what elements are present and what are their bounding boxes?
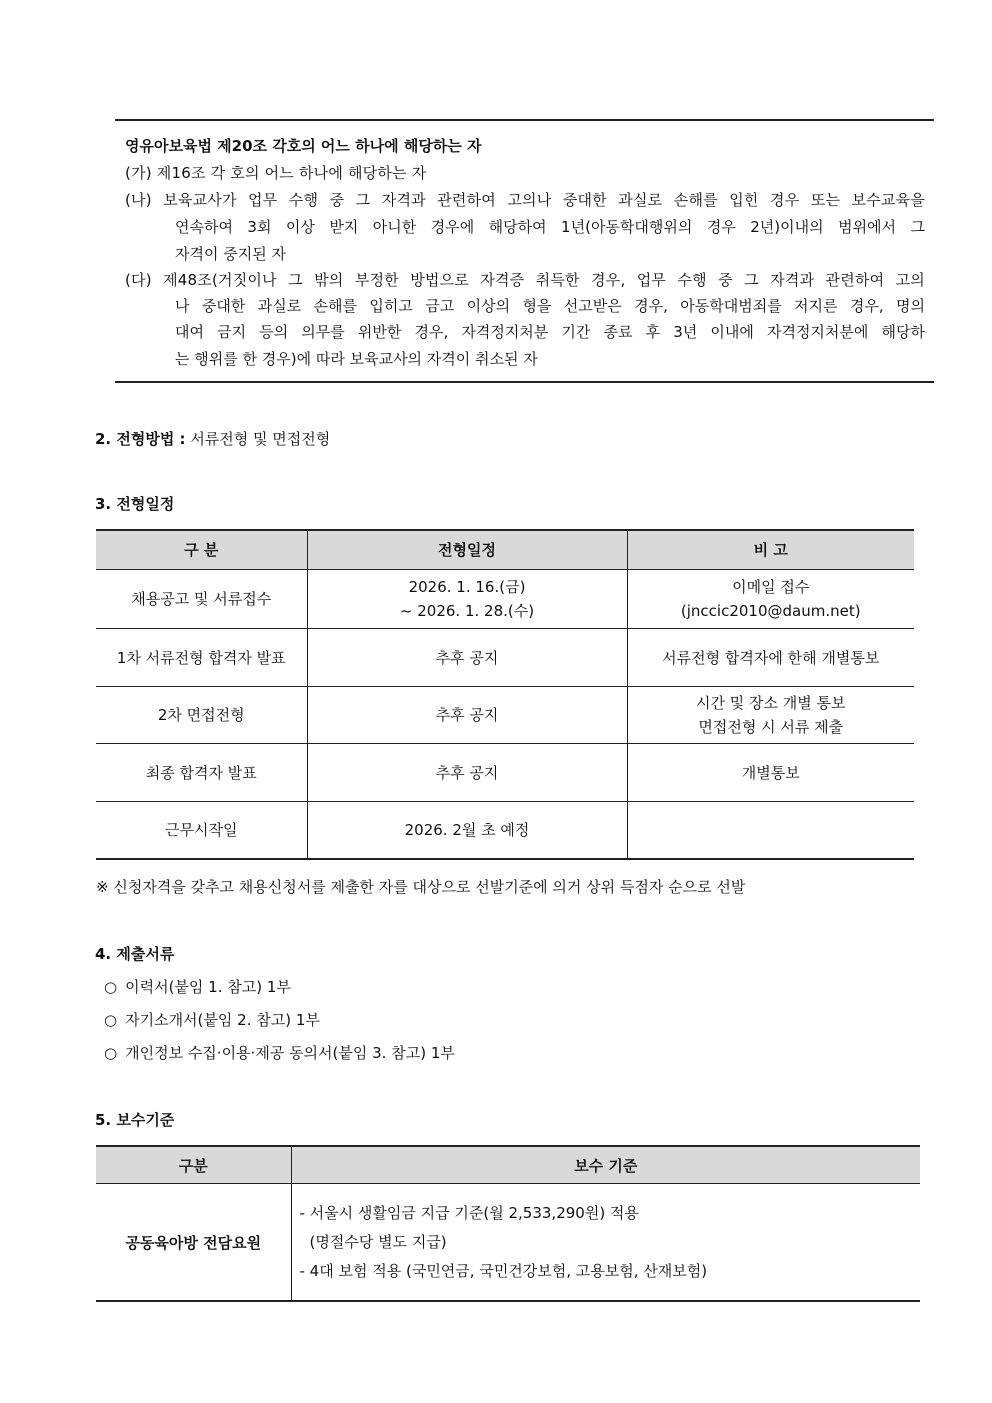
table-row <box>96 802 914 859</box>
row-note <box>627 570 914 629</box>
row-schedule: 추후 공지 <box>307 687 627 744</box>
table-row <box>96 744 914 802</box>
pay-line-3: - 4대 보험 적용 (국민연금, 국민건강보험, 고용보험, 산재보험) <box>299 1261 708 1280</box>
item-da-line-1: (다) 제48조(거짓이나 그 밖의 부정한 방법으로 자격증 취득한 경우, 업무 수행 중 그 자격과 관련하여 고의 <box>125 271 925 289</box>
note-line-2[interactable]: (jnccic2010@daum.net) <box>680 602 861 620</box>
row-schedule: 2026. 2월 초 예정 <box>307 802 627 859</box>
col-category: 구 분 <box>96 530 307 570</box>
pay-line-1: - 서울시 생활임금 지급 기준(월 2,533,290원) 적용 <box>299 1203 639 1222</box>
list-item <box>104 1009 320 1030</box>
item-da-line-4: 는 행위를 한 경우)에 따라 보육교사의 자격이 취소된 자 <box>175 350 538 368</box>
row-note <box>627 802 914 859</box>
role-label: 공동육아방 전담요원 <box>96 1184 291 1302</box>
table-row <box>96 687 914 744</box>
schedule-table <box>96 529 914 860</box>
col-pay-standard: 보수 기준 <box>291 1146 920 1184</box>
pay-header-row <box>96 1146 920 1184</box>
section5-heading: 5. 보수기준 <box>95 1111 175 1129</box>
schedule-line-1: 2026. 1. 16.(금) <box>408 578 526 596</box>
pay-line-2: (명절수당 별도 지급) <box>309 1232 447 1251</box>
circle-bullet-icon: ○ <box>104 1011 118 1029</box>
item-da-line-2: 나 중대한 과실로 손해를 입히고 금고 이상의 형을 선고받은 경우, 아동학대범죄를 저지른 경우, 명의 <box>175 297 925 315</box>
list-item <box>104 1042 455 1063</box>
row-schedule: 추후 공지 <box>307 629 627 687</box>
item-ga: (가) 제16조 각 호의 어느 하나에 해당하는 자 <box>125 164 427 182</box>
note-line-2: 면접전형 시 서류 제출 <box>698 718 844 736</box>
list-item <box>104 976 291 997</box>
col-note: 비 고 <box>627 530 914 570</box>
selection-footnote: ※ 신청자격을 갖추고 채용신청서를 제출한 자를 대상으로 선발기준에 의거 상위 득점자 순으로 선발 <box>96 878 746 896</box>
col-schedule: 전형일정 <box>307 530 627 570</box>
row-schedule: 추후 공지 <box>307 744 627 802</box>
disqualification-box <box>115 119 934 383</box>
section4-heading: 4. 제출서류 <box>95 945 175 963</box>
item-na-line-2: 연속하여 3회 이상 받지 아니한 경우에 해당하여 1년(아동학대행위의 경우 2년)이내의 범위에서 그 <box>175 218 925 236</box>
item-na-line-1: (나) 보육교사가 업무 수행 중 그 자격과 관련하여 고의나 중대한 과실로 손해를 입힌 경우 또는 보수교육을 <box>125 191 925 209</box>
pay-description <box>291 1184 920 1302</box>
section2-label: 2. 전형방법 : <box>95 430 186 448</box>
item-da-line-3: 대여 금지 등의 의무를 위반한 경우, 자격정지처분 기간 종료 후 3년 이내에 자격정지처분에 해당하 <box>175 323 925 341</box>
table-row <box>96 629 914 687</box>
pay-table <box>96 1145 920 1302</box>
section3-heading: 3. 전형일정 <box>95 495 175 513</box>
row-category: 최종 합격자 발표 <box>96 744 307 802</box>
row-note: 개별통보 <box>627 744 914 802</box>
section2-heading <box>95 428 330 449</box>
note-line-1: 이메일 접수 <box>732 578 810 596</box>
section2-value: 서류전형 및 면접전형 <box>185 430 331 448</box>
row-category: 1차 서류전형 합격자 발표 <box>96 629 307 687</box>
item-na-line-3: 자격이 중지된 자 <box>175 245 286 263</box>
table-row <box>96 570 914 629</box>
note-line-1: 시간 및 장소 개별 통보 <box>696 694 846 712</box>
table-row <box>96 1184 920 1302</box>
row-schedule <box>307 570 627 629</box>
document-item-1: 이력서(붙임 1. 참고) 1부 <box>125 978 291 996</box>
document-item-2: 자기소개서(붙임 2. 참고) 1부 <box>125 1011 320 1029</box>
schedule-header-row <box>96 530 914 570</box>
row-note <box>627 687 914 744</box>
row-category: 2차 면접전형 <box>96 687 307 744</box>
document-item-3: 개인정보 수집·이용·제공 동의서(붙임 3. 참고) 1부 <box>125 1044 455 1062</box>
row-note: 서류전형 합격자에 한해 개별통보 <box>627 629 914 687</box>
circle-bullet-icon: ○ <box>104 978 118 996</box>
disqualification-title: 영유아보육법 제20조 각호의 어느 하나에 해당하는 자 <box>125 137 482 155</box>
circle-bullet-icon: ○ <box>104 1044 118 1062</box>
row-category: 근무시작일 <box>96 802 307 859</box>
schedule-line-2: ~ 2026. 1. 28.(수) <box>399 602 535 620</box>
row-category: 채용공고 및 서류접수 <box>96 570 307 629</box>
col-category: 구분 <box>96 1146 291 1184</box>
